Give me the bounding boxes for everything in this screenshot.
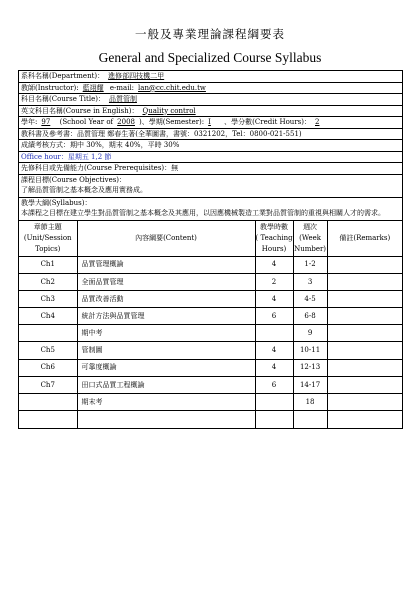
prerequisites-row: 先修科目或先備能力(Course Prerequisites)：無 xyxy=(19,163,402,175)
cell-content: 全面品質管理 xyxy=(77,273,255,290)
year-label: 學年: xyxy=(21,118,38,126)
cell-unit: Ch1 xyxy=(19,256,77,273)
course-english-value: Quality control xyxy=(142,106,196,115)
table-row xyxy=(19,325,402,342)
cell-week: 14-17 xyxy=(293,376,327,393)
cell-content: 期末考 xyxy=(77,394,255,411)
cell-hours xyxy=(255,325,293,342)
objectives-text: 了解品質管制之基本概念及應用實務成。 xyxy=(21,186,147,194)
cell-week: 18 xyxy=(293,394,327,411)
cell-hours: 4 xyxy=(255,359,293,376)
cell-unit xyxy=(19,411,77,428)
year-value: 97 xyxy=(41,118,51,126)
instructor-value: 藍翊耀 xyxy=(82,83,104,92)
schedule-table xyxy=(19,221,402,428)
office-hour-row: Office hour：星期五 1,2 節 xyxy=(19,152,402,164)
cell-week: 4-5 xyxy=(293,290,327,307)
cell-hours: 6 xyxy=(255,376,293,393)
cell-content xyxy=(77,411,255,428)
table-header-row xyxy=(19,221,402,257)
cell-remarks xyxy=(327,256,402,273)
course-english-row xyxy=(19,106,402,118)
year-row xyxy=(19,117,402,129)
objectives-row xyxy=(19,175,402,198)
cell-week: 3 xyxy=(293,273,327,290)
cell-remarks xyxy=(327,273,402,290)
semester-value: I xyxy=(208,118,211,126)
cell-remarks xyxy=(327,411,402,428)
cell-remarks xyxy=(327,308,402,325)
schedule-table-row xyxy=(19,221,402,428)
syllabus-form xyxy=(18,70,403,429)
cell-remarks xyxy=(327,376,402,393)
grading-row: 成績考核方式：期中 30%，期末 40%，平時 30% xyxy=(19,140,402,152)
cell-unit: Ch7 xyxy=(19,376,77,393)
table-row xyxy=(19,342,402,359)
cell-unit: Ch5 xyxy=(19,342,77,359)
cell-hours: 2 xyxy=(255,273,293,290)
school-year-value: 2008 xyxy=(117,118,135,126)
email-label: e-mail: xyxy=(109,83,135,92)
credit-value: 2 xyxy=(315,118,320,126)
cell-week: 6-8 xyxy=(293,308,327,325)
course-english-label: 英文科目名稱(Course in English)： xyxy=(21,106,139,115)
syllabus-row xyxy=(19,198,402,221)
title-english: General and Specialized Course Syllabus xyxy=(98,50,322,65)
cell-unit: Ch6 xyxy=(19,359,77,376)
cell-content: 期中考 xyxy=(77,325,255,342)
department-row xyxy=(19,71,402,83)
cell-remarks xyxy=(327,290,402,307)
table-row xyxy=(19,290,402,307)
header-content: 內容綱要(Content) xyxy=(77,221,255,257)
table-row xyxy=(19,411,402,428)
cell-unit xyxy=(19,394,77,411)
cell-hours xyxy=(255,411,293,428)
objectives-label: 課程目標(Course Objectives)： xyxy=(21,175,127,184)
cell-content: 品質改善活動 xyxy=(77,290,255,307)
instructor-label: 教師(Instructor): xyxy=(21,83,79,92)
cell-hours: 4 xyxy=(255,290,293,307)
instructor-row xyxy=(19,83,402,95)
textbook-row: 教科書及參考書：品質管理 鄭春生著(全華圖書，書號：0321202，Tel：0800-021-551) xyxy=(19,129,402,141)
table-row xyxy=(19,308,402,325)
table-row xyxy=(19,256,402,273)
header-remarks: 備註(Remarks) xyxy=(327,221,402,257)
cell-week: 9 xyxy=(293,325,327,342)
department-label: 系科名稱(Department)： xyxy=(21,72,105,80)
header-week: 週次 (Week Number) xyxy=(293,221,327,257)
syllabus-label: 教學大綱(Syllabus)： xyxy=(21,198,92,207)
course-title-label: 科目名稱(Course Title)： xyxy=(21,95,105,103)
cell-week: 12-13 xyxy=(293,359,327,376)
cell-unit xyxy=(19,325,77,342)
syllabus-text: 本課程之目標在建立學生對品質管制之基本概念及其應用，以因應機械製造工業對品質管制的重視與相關人才的需求。 xyxy=(21,209,385,217)
header-hours: 教學時數 ( Teaching Hours) xyxy=(255,221,293,257)
cell-content: 品質管理概論 xyxy=(77,256,255,273)
table-row xyxy=(19,394,402,411)
cell-week xyxy=(293,411,327,428)
department-value: 進修部四技機二甲 xyxy=(108,72,165,80)
cell-content: 統計方法與品質管理 xyxy=(77,308,255,325)
cell-week: 10-11 xyxy=(293,342,327,359)
table-row xyxy=(19,359,402,376)
cell-content: 管制圖 xyxy=(77,342,255,359)
cell-unit: Ch2 xyxy=(19,273,77,290)
cell-unit: Ch3 xyxy=(19,290,77,307)
cell-hours: 6 xyxy=(255,308,293,325)
table-row xyxy=(19,376,402,393)
course-title-row xyxy=(19,94,402,106)
cell-remarks xyxy=(327,342,402,359)
cell-content: 田口式品質工程概論 xyxy=(77,376,255,393)
semester-label: )、學期(Semester): xyxy=(138,118,205,126)
cell-content: 可靠度概論 xyxy=(77,359,255,376)
credit-label: 、學分數(Credit Hours)： xyxy=(224,118,311,126)
cell-unit: Ch4 xyxy=(19,308,77,325)
course-title-value: 品質管制 xyxy=(108,95,137,103)
title-chinese: 一般及專業理論課程綱要表 xyxy=(135,27,285,41)
cell-remarks xyxy=(327,325,402,342)
cell-remarks xyxy=(327,359,402,376)
cell-hours: 4 xyxy=(255,256,293,273)
header-unit: 章節主題 (Unit/Session Topics) xyxy=(19,221,77,257)
cell-week: 1-2 xyxy=(293,256,327,273)
email-value: lan@cc.chit.edu.tw xyxy=(138,83,206,92)
table-row xyxy=(19,273,402,290)
cell-hours: 4 xyxy=(255,342,293,359)
school-year-label: (School Year of xyxy=(59,118,114,126)
cell-remarks xyxy=(327,394,402,411)
cell-hours xyxy=(255,394,293,411)
